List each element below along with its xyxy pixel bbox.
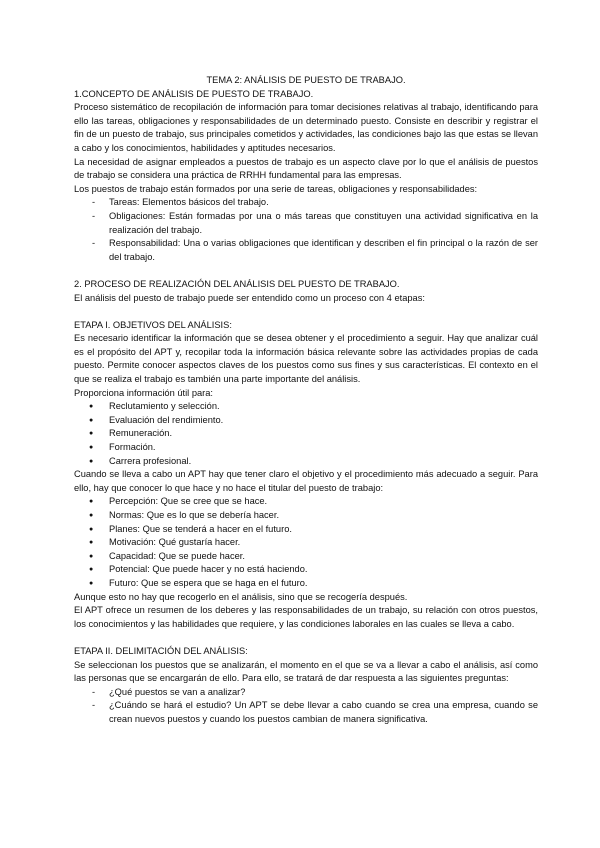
list-item: - ¿Qué puestos se van a analizar? bbox=[74, 686, 538, 700]
list-item: - ¿Cuándo se hará el estudio? Un APT se debe llevar a cabo cuando se crea una empresa, cuando se crean nuevos puestos y cuando los puestos cambian de manera significativa. bbox=[74, 699, 538, 726]
section-2-paragraph-1: El análisis del puesto de trabajo puede ser entendido como un proceso con 4 etapas: bbox=[74, 292, 425, 303]
list-item: ● Potencial: Que puede hacer y no está haciendo. bbox=[74, 563, 538, 577]
list-item: ● Futuro: Que se espera que se haga en el futuro. bbox=[74, 577, 538, 591]
stage-1-heading: ETAPA I. OBJETIVOS DEL ANÁLISIS: bbox=[74, 319, 232, 330]
stage-1-paragraph-5: El APT ofrece un resumen de los deberes y las responsabilidades de un trabajo, su relación con otros puestos, los conocimientos y las habilidades que requiere, y las condiciones laborales en las cuales se lleva a cabo. bbox=[74, 605, 538, 629]
list-item: ● Reclutamiento y selección. bbox=[74, 400, 538, 414]
spacer bbox=[74, 264, 538, 278]
section-1-heading: 1.CONCEPTO DE ANÁLISIS DE PUESTO DE TRABAJO. bbox=[74, 88, 314, 99]
list-item: ● Evaluación del rendimiento. bbox=[74, 414, 538, 428]
stage-1-paragraph-4: Aunque esto no hay que recogerlo en el análisis, sino que se recogería después. bbox=[74, 591, 408, 602]
section-1-list bbox=[74, 196, 538, 264]
section-1-paragraph-3: Los puestos de trabajo están formados por una serie de tareas, obligaciones y responsabilidades: bbox=[74, 183, 478, 194]
list-item: ● Percepción: Que se cree que se hace. bbox=[74, 495, 538, 509]
stage-1-paragraph-2: Proporciona información útil para: bbox=[74, 387, 214, 398]
stage-2-paragraph-1: Se seleccionan los puestos que se analizarán, el momento en el que se va a llevar a cabo el análisis, así como las personas que se encargarán de ello. Para ello, se tratará de dar respuesta a las siguientes preguntas: bbox=[74, 659, 538, 684]
stage-1-uses-list bbox=[74, 400, 538, 468]
stage-1-aspects-list bbox=[74, 495, 538, 590]
list-item: ● Normas: Que es lo que se debería hacer. bbox=[74, 509, 538, 523]
list-item: - Tareas: Elementos básicos del trabajo. bbox=[74, 196, 538, 210]
stage-2-heading: ETAPA II. DELIMITACIÓN DEL ANÁLISIS: bbox=[74, 645, 248, 656]
stage-1-paragraph-3: Cuando se lleva a cabo un APT hay que tener claro el objetivo y el procedimiento más adecuado a seguir. Para ello, hay que conocer lo que hace y no hace el titular del puesto de trabajo: bbox=[74, 469, 538, 493]
list-item: ● Motivación: Qué gustaría hacer. bbox=[74, 536, 538, 550]
spacer bbox=[74, 305, 538, 319]
section-1-paragraph-2: La necesidad de asignar empleados a puestos de trabajo es un aspecto clave por lo que el análisis de puestos de trabajo se considera una práctica de RRHH fundamental para las empresas. bbox=[74, 156, 538, 181]
stage-1-paragraph-1: Es necesario identificar la información que se desea obtener y el procedimiento a seguir. Hay que analizar cuál es el propósito del APT y, recopilar toda la información básica relevante sobre las actividades propias de cada puesto. Permite conocer aspectos claves de los puestos como sus fines y sus características. El contexto en el que se realiza el trabajo es también una parte importante del análisis. bbox=[74, 333, 538, 385]
stage-2-questions-list bbox=[74, 686, 538, 727]
list-item: ● Carrera profesional. bbox=[74, 455, 538, 469]
section-1-paragraph-1: Proceso sistemático de recopilación de información para tomar decisiones relativas al trabajo, identificando para ello las tareas, obligaciones y responsabilidades de un determinado puesto. Consiste en describir y registrar el fin de un puesto de trabajo, sus principales cometidos y actividades, las condiciones bajo las que estas se llevan a cabo y los conocimientos, habilidades y aptitudes necesarios. bbox=[74, 102, 538, 153]
spacer bbox=[74, 631, 538, 645]
list-item: - Responsabilidad: Una o varias obligaciones que identifican y describen el fin principal o la razón de ser del trabajo. bbox=[74, 237, 538, 264]
list-item: ● Capacidad: Que se puede hacer. bbox=[74, 550, 538, 564]
document-title: TEMA 2: ANÁLISIS DE PUESTO DE TRABAJO. bbox=[206, 75, 406, 85]
list-item: ● Formación. bbox=[74, 441, 538, 455]
list-item: ● Planes: Que se tenderá a hacer en el futuro. bbox=[74, 523, 538, 537]
list-item: - Obligaciones: Están formadas por una o más tareas que constituyen una actividad significativa en la realización del trabajo. bbox=[74, 210, 538, 237]
list-item: ● Remuneración. bbox=[74, 427, 538, 441]
section-2-heading: 2. PROCESO DE REALIZACIÓN DEL ANÁLISIS DEL PUESTO DE TRABAJO. bbox=[74, 278, 400, 289]
